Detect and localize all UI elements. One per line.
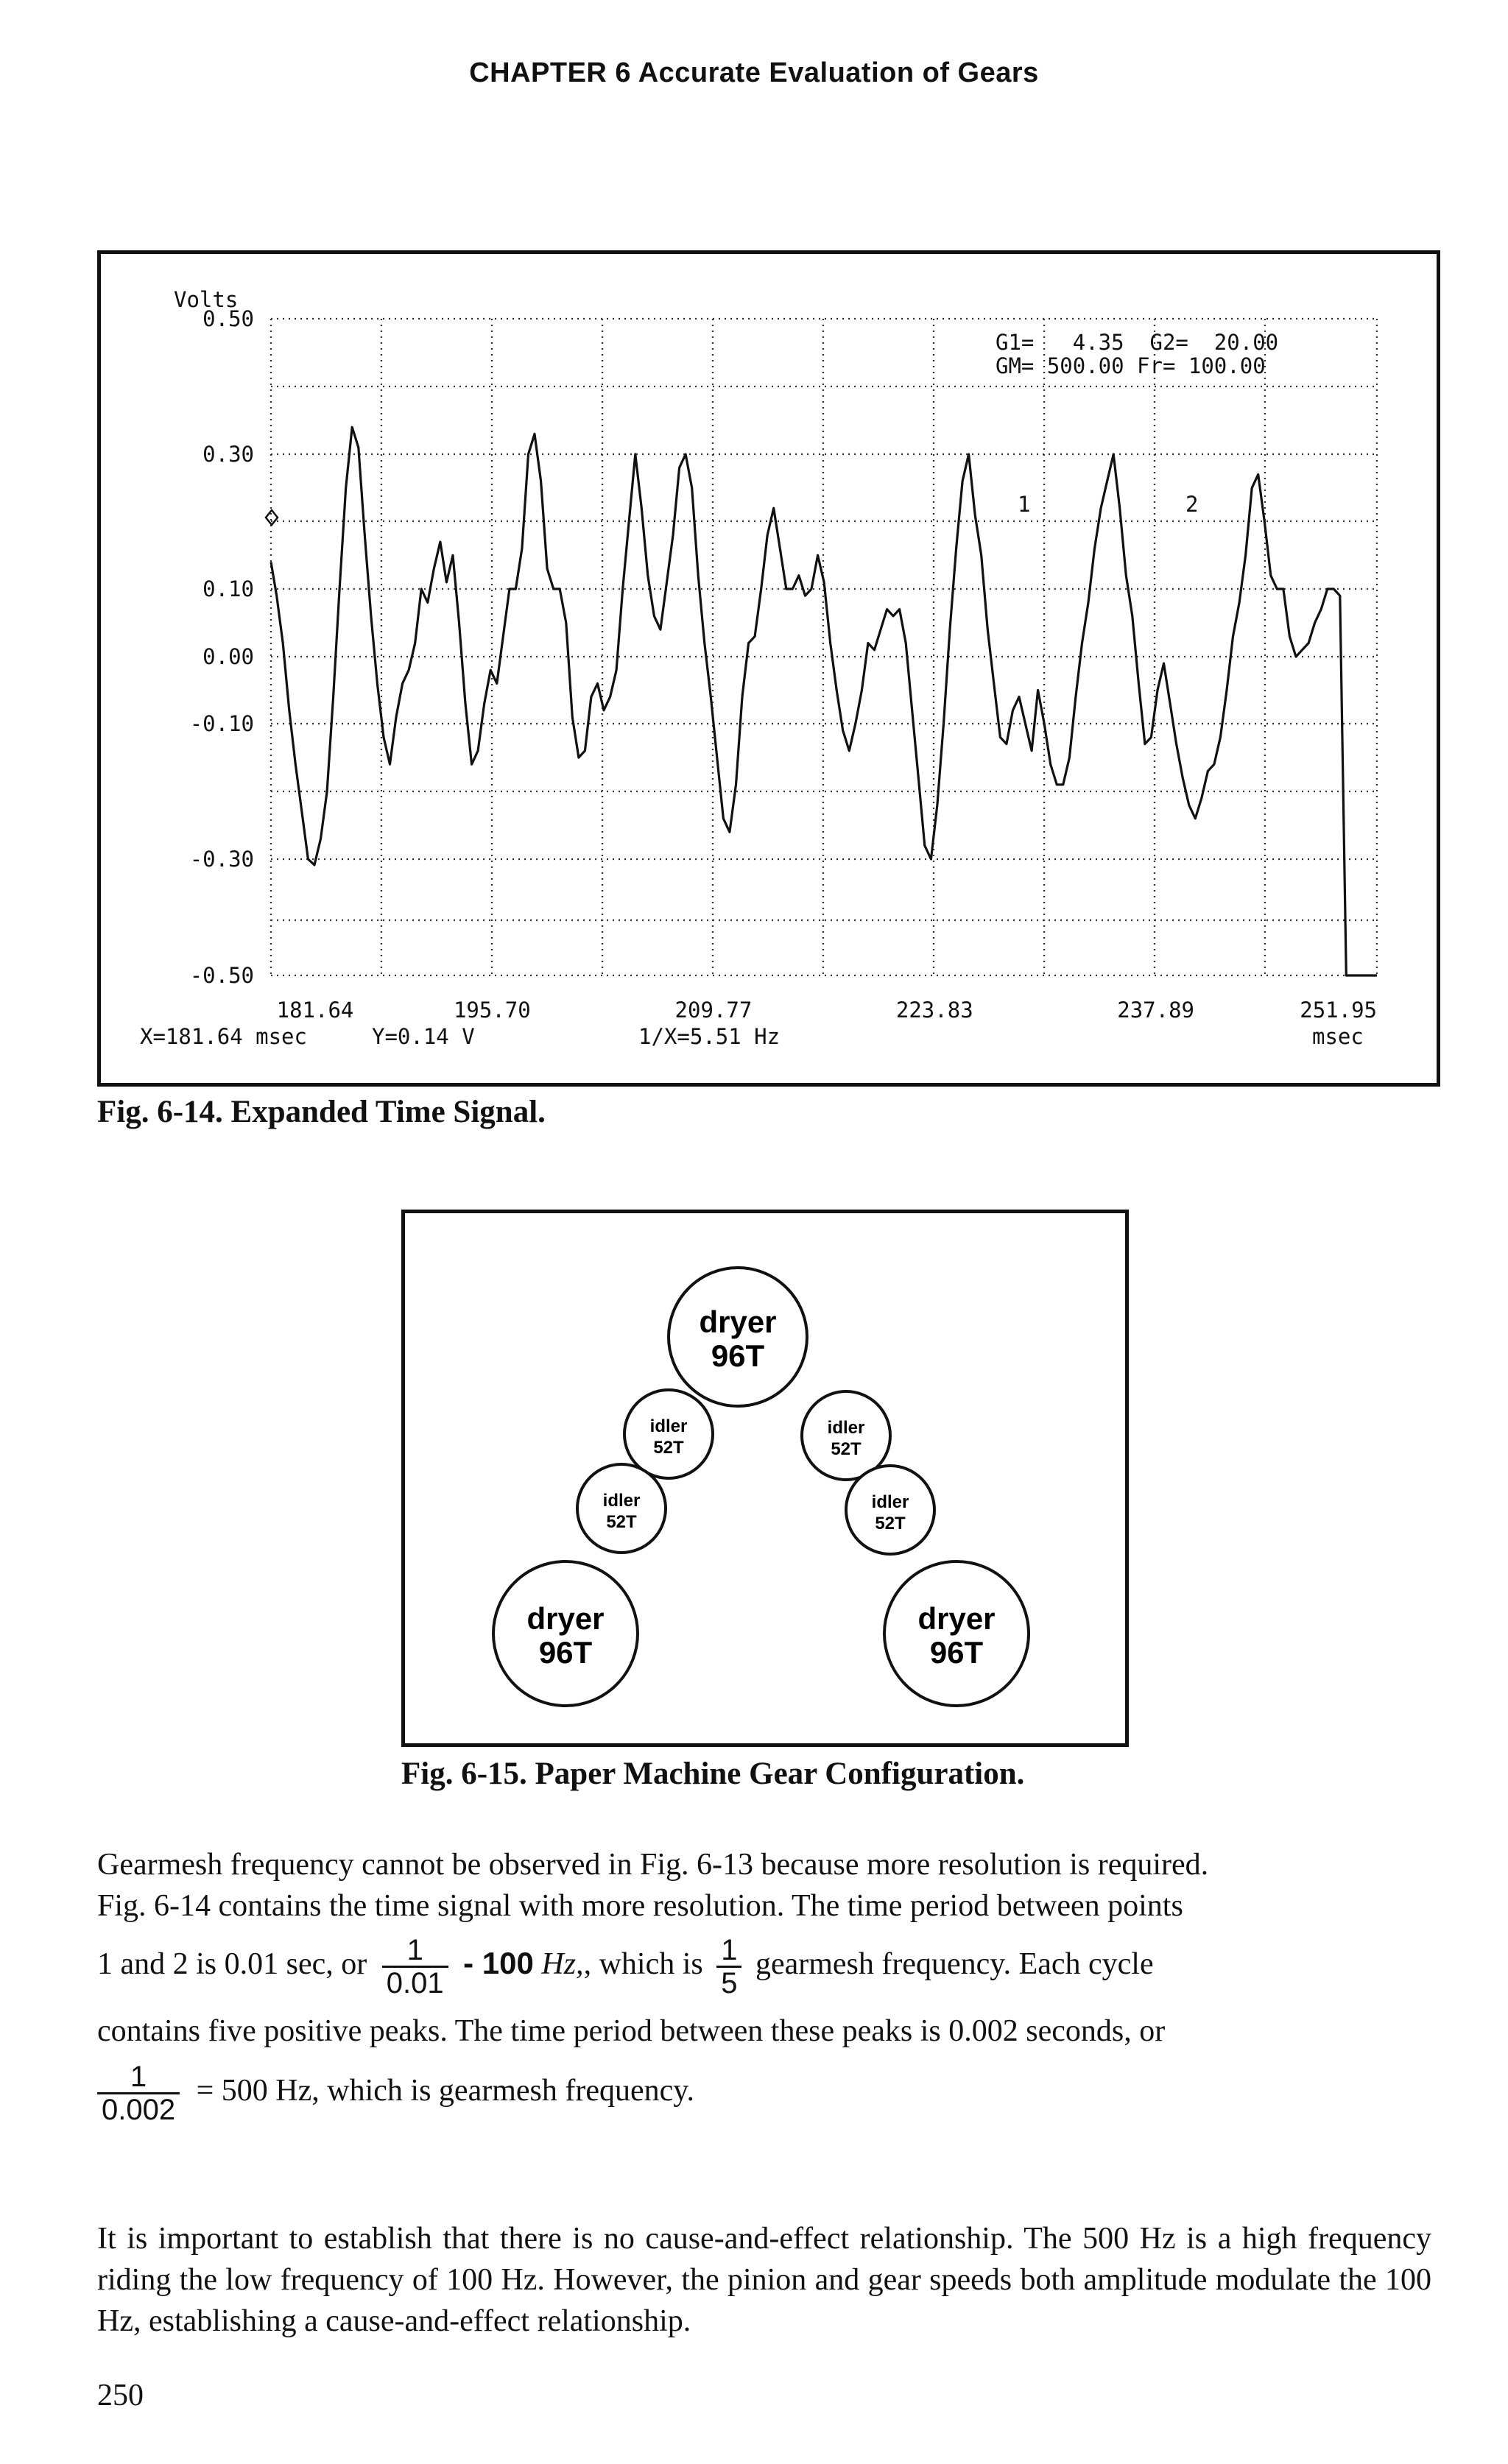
line3-value: - 100 [463, 1946, 534, 1981]
dryer-gear-96t [884, 1561, 1029, 1706]
paragraph-1-line-2: Fig. 6-14 contains the time signal with more resolution. The time period between points [97, 1889, 1183, 1923]
gear-teeth: 96T [538, 1635, 593, 1670]
marker-1-label: 1 [1018, 492, 1031, 517]
idler-gear-52t [577, 1464, 666, 1553]
chapter-header: CHAPTER 6 Accurate Evaluation of Gears [469, 57, 1039, 88]
cursor-y-readout: Y=0.14 V [372, 1024, 475, 1049]
gear-teeth: 52T [875, 1514, 906, 1533]
gear-teeth: 52T [653, 1438, 684, 1458]
fraction-1-over-5 [716, 1935, 741, 1999]
paragraph-1-line-5 [97, 2061, 694, 2125]
gear-label: dryer [917, 1601, 996, 1636]
y-tick-label: -0.30 [189, 847, 254, 872]
line3-part-d: gearmesh frequency. Each cycle [755, 1947, 1154, 1982]
fraction-1-over-0.002 [97, 2061, 180, 2125]
gear-teeth: 96T [711, 1338, 765, 1373]
info-line-gm: GM= 500.00 Fr= 100.00 [996, 353, 1266, 378]
dryer-gear-96t [669, 1268, 807, 1406]
y-tick-label: 0.50 [202, 306, 254, 331]
y-tick-label: -0.10 [189, 711, 254, 736]
idler-gear-52t [846, 1466, 934, 1554]
frac3-numerator: 1 [97, 2061, 180, 2094]
y-tick-label: 0.00 [202, 644, 254, 669]
frac3-denominator: 0.002 [102, 2094, 176, 2126]
y-tick-label: -0.50 [189, 963, 254, 988]
gear-teeth: 52T [606, 1512, 637, 1532]
paragraph-1-line-1: Gearmesh frequency cannot be observed in Fig. 6-13 because more resolution is required. [97, 1848, 1209, 1882]
frac2-denominator: 5 [721, 1967, 738, 1999]
gear-label: idler [827, 1418, 865, 1438]
x-tick-label: 237.89 [1117, 998, 1195, 1023]
cursor-freq-readout: 1/X=5.51 Hz [638, 1024, 781, 1049]
y-axis-label: Volts [174, 287, 239, 312]
x-tick-label: 223.83 [895, 998, 973, 1023]
frac1-numerator: 1 [382, 1935, 448, 1968]
y-tick-label: 0.10 [202, 576, 254, 601]
marker-2-label: 2 [1185, 492, 1199, 517]
info-line-gains: G1= 4.35 G2= 20.00 [996, 330, 1279, 355]
figure-15-caption: Fig. 6-15. Paper Machine Gear Configuration. [401, 1757, 1025, 1791]
paragraph-1-line-4: contains five positive peaks. The time period between these peaks is 0.002 seconds, or [97, 2014, 1166, 2048]
line3-part-c: , which is [583, 1947, 703, 1982]
line3-hz: Hz, [541, 1947, 584, 1982]
gear-label: dryer [526, 1601, 605, 1636]
cursor-x-readout: X=181.64 msec [140, 1024, 307, 1049]
line3-part-a: 1 and 2 is 0.01 sec, or [97, 1947, 367, 1982]
frac2-numerator: 1 [716, 1935, 741, 1968]
x-tick-label: 195.70 [453, 998, 531, 1023]
gear-teeth: 96T [929, 1635, 984, 1670]
dryer-gear-96t [493, 1561, 638, 1706]
figure-14-caption: Fig. 6-14. Expanded Time Signal. [97, 1095, 546, 1129]
page-number: 250 [97, 2379, 144, 2412]
x-tick-label: 251.95 [1300, 998, 1377, 1023]
gear-label: idler [649, 1416, 688, 1436]
x-tick-label: 181.64 [276, 998, 354, 1023]
y-tick-label: 0.30 [202, 442, 254, 467]
gear-label: dryer [699, 1305, 777, 1339]
gear-teeth: 52T [831, 1439, 862, 1459]
idler-gear-52t [624, 1390, 713, 1478]
fraction-1-over-0.01 [382, 1935, 448, 1999]
x-tick-label: 209.77 [674, 998, 753, 1023]
gear-label: idler [871, 1492, 909, 1512]
paragraph-2: It is important to establish that there is no cause-and-effect relationship. The 500 Hz is a high frequency riding the low frequency of 100 Hz. However, the pinion and gear speeds both amplitude modulate the 100 Hz, establishing a cause-and-effect relationship. [97, 2222, 1431, 2338]
frac1-denominator: 0.01 [386, 1967, 444, 1999]
gear-label: idler [602, 1491, 641, 1511]
line5-text: = 500 Hz, which is gearmesh frequency. [196, 2074, 695, 2108]
paragraph-1-line-3 [97, 1935, 1431, 1999]
x-axis-unit: msec [1312, 1024, 1364, 1049]
